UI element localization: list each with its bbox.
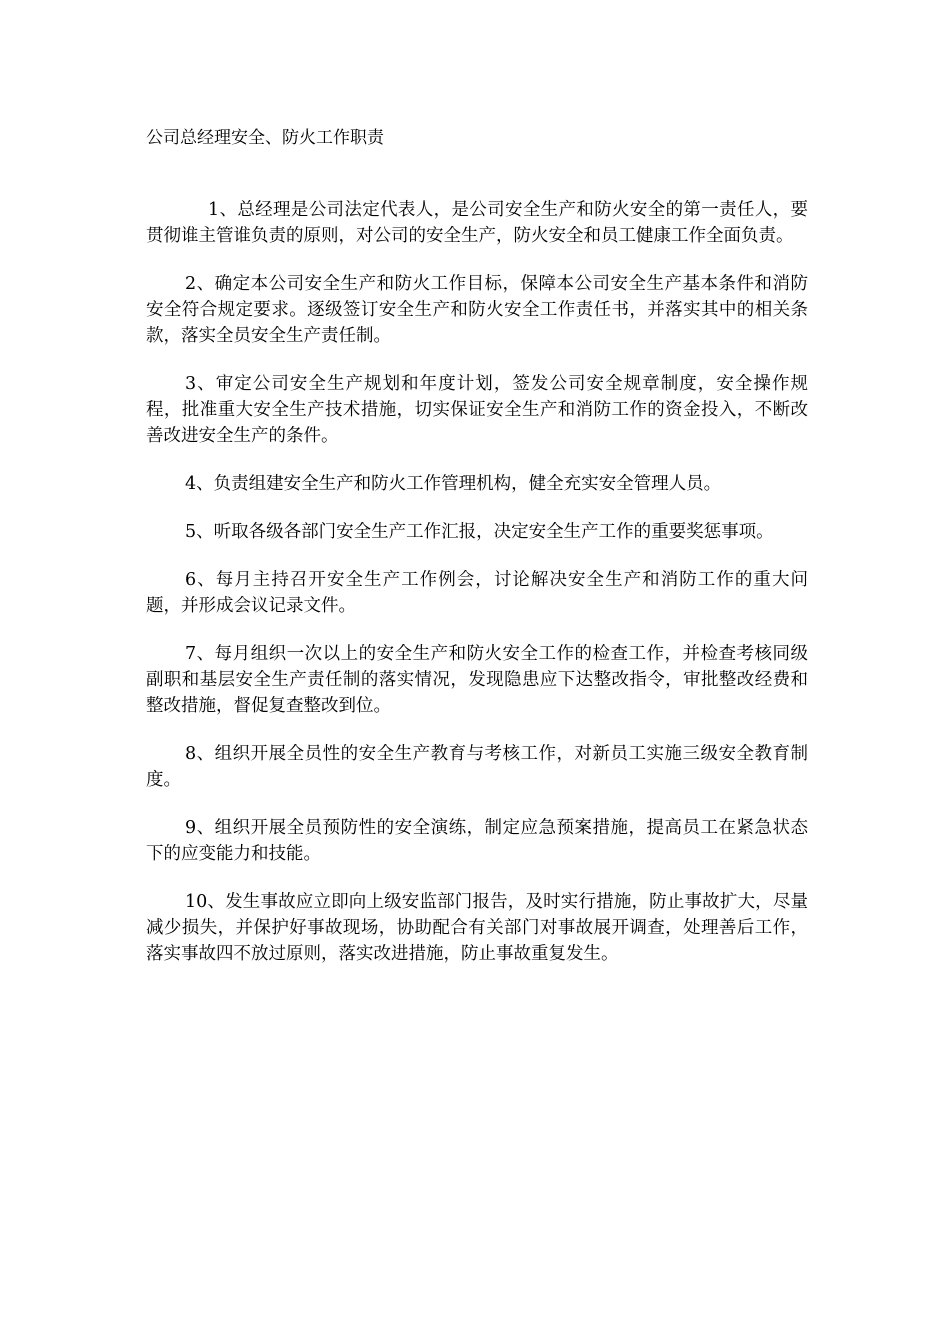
paragraph-10: 10、发生事故应立即向上级安监部门报告，及时实行措施，防止事故扩大，尽量减少损失，并保护好事故现场，协助配合有关部门对事故展开调查，处理善后工作，落实事故四不放过原则，落实改进措施，防止事故重复发生。 [146, 892, 808, 964]
document-title: 公司总经理安全、防火工作职责 [146, 128, 384, 148]
paragraph-4: 4、负责组建安全生产和防火工作管理机构，健全充实安全管理人员。 [185, 474, 722, 494]
paragraph-3: 3、审定公司安全生产规划和年度计划，签发公司安全规章制度，安全操作规程，批准重大安全生产技术措施，切实保证安全生产和消防工作的资金投入，不断改善改进安全生产的条件。 [146, 374, 808, 446]
paragraph-5: 5、听取各级各部门安全生产工作汇报，决定安全生产工作的重要奖惩事项。 [185, 522, 774, 542]
paragraph-7: 7、每月组织一次以上的安全生产和防火安全工作的检查工作，并检查考核同级副职和基层安全生产责任制的落实情况，发现隐患应下达整改指令，审批整改经费和整改措施，督促复查整改到位。 [146, 644, 808, 716]
paragraph-6: 6、每月主持召开安全生产工作例会，讨论解决安全生产和消防工作的重大问题，并形成会议记录文件。 [146, 570, 808, 616]
paragraph-8: 8、组织开展全员性的安全生产教育与考核工作，对新员工实施三级安全教育制度。 [146, 744, 808, 790]
document-body [146, 197, 808, 989]
paragraph-1: 1、总经理是公司法定代表人，是公司安全生产和防火安全的第一责任人，要贯彻谁主管谁负责的原则，对公司的安全生产，防火安全和员工健康工作全面负责。 [146, 200, 808, 246]
paragraph-9: 9、组织开展全员预防性的安全演练，制定应急预案措施，提高员工在紧急状态下的应变能力和技能。 [146, 818, 808, 864]
paragraph-2: 2、确定本公司安全生产和防火工作目标，保障本公司安全生产基本条件和消防安全符合规定要求。逐级签订安全生产和防火安全工作责任书，并落实其中的相关条款，落实全员安全生产责任制。 [146, 274, 808, 346]
